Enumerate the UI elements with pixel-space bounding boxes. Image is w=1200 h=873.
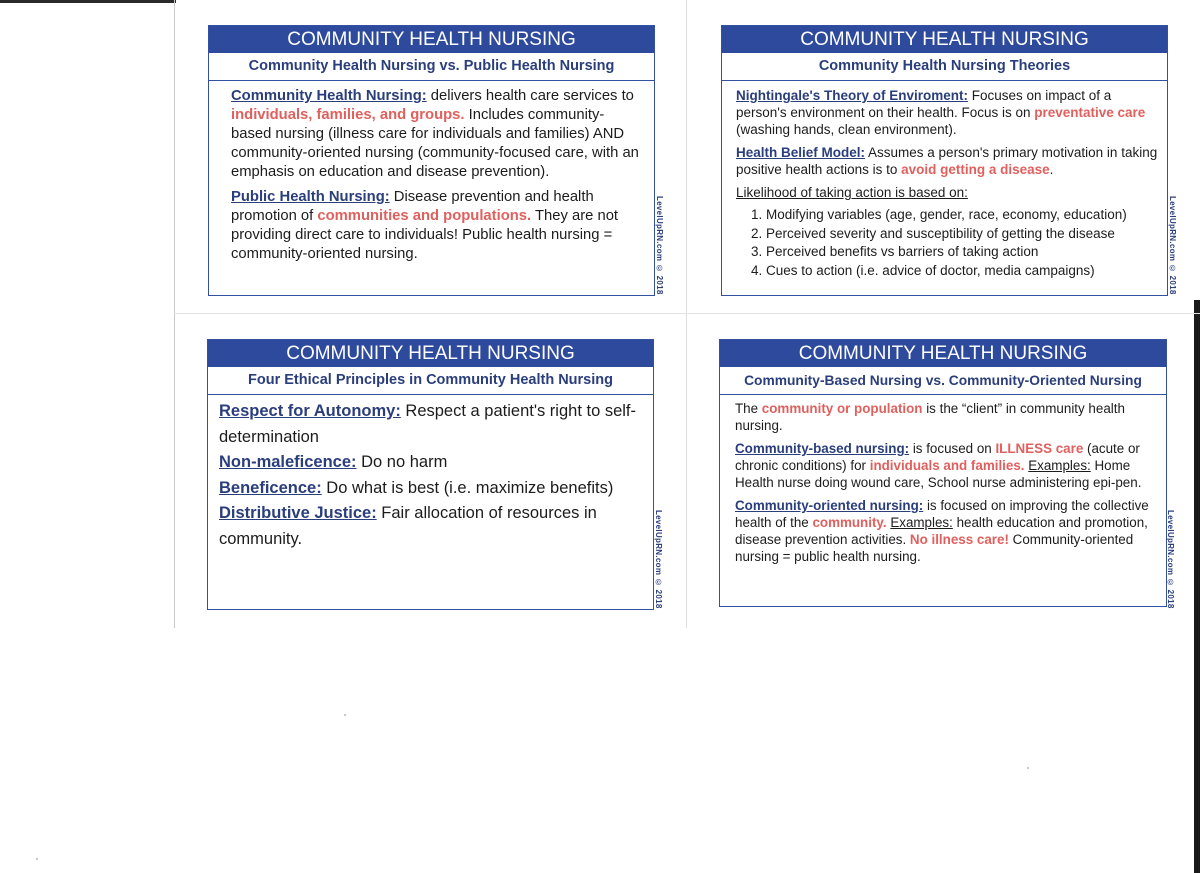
term: Community-based nursing: bbox=[735, 441, 910, 456]
term: Nightingale's Theory of Enviroment: bbox=[736, 88, 968, 103]
flashcard-ethical-principles bbox=[207, 339, 654, 610]
flashcard-theories bbox=[721, 25, 1168, 296]
text: (washing hands, clean environment). bbox=[736, 122, 957, 137]
text: Community-oriented nursing = public health nursing. bbox=[735, 532, 1134, 564]
examples-label: Examples: bbox=[890, 515, 953, 530]
scan-speck bbox=[344, 714, 346, 716]
text: Home Health nurse doing wound care, School nurse administering epi-pen. bbox=[735, 458, 1142, 490]
card-header: COMMUNITY HEALTH NURSING bbox=[722, 26, 1167, 53]
paragraph-public-health-nursing bbox=[231, 188, 644, 264]
scan-speck bbox=[1027, 767, 1029, 769]
paragraph-client bbox=[735, 400, 1158, 434]
card-subtitle: Community-Based Nursing vs. Community-Oriented Nursing bbox=[720, 367, 1166, 395]
list-item: 1. Modifying variables (age, gender, race, economy, education) bbox=[766, 206, 1159, 225]
highlight: preventative care bbox=[1034, 105, 1146, 120]
principle-distributive-justice bbox=[219, 501, 643, 552]
text: is focused on improving the collective health of the bbox=[735, 498, 1149, 530]
term: Respect for Autonomy: bbox=[219, 402, 401, 420]
card-header: COMMUNITY HEALTH NURSING bbox=[209, 26, 654, 53]
term: Distributive Justice: bbox=[219, 504, 377, 522]
card-subtitle: Four Ethical Principles in Community Health Nursing bbox=[208, 367, 653, 395]
highlight: ILLNESS care bbox=[995, 441, 1084, 456]
text: health education and promotion, disease prevention activities. bbox=[735, 515, 1148, 547]
fold-line-left bbox=[174, 0, 175, 628]
paragraph-community-based bbox=[735, 440, 1158, 491]
scan-speck bbox=[36, 858, 38, 860]
text: . bbox=[1049, 162, 1054, 177]
text: is the “client” in community health nursing. bbox=[735, 401, 1125, 433]
highlight: No illness care! bbox=[909, 532, 1009, 547]
text: Do no harm bbox=[356, 453, 448, 471]
card-header: COMMUNITY HEALTH NURSING bbox=[208, 340, 653, 367]
watermark: LevelUpRN.com © 2018 bbox=[655, 196, 664, 295]
principle-non-maleficence bbox=[219, 450, 643, 476]
scan-edge-right bbox=[1194, 300, 1200, 873]
term: Public Health Nursing: bbox=[231, 189, 390, 205]
list-item: 3. Perceived benefits vs barriers of taking action bbox=[766, 243, 1159, 262]
list-item: 2. Perceived severity and susceptibility of getting the disease bbox=[766, 225, 1159, 244]
list-item: 4. Cues to action (i.e. advice of doctor, media campaigns) bbox=[766, 262, 1159, 281]
examples-label: Examples: bbox=[1028, 458, 1091, 473]
fold-line-horizontal bbox=[174, 313, 1200, 314]
card-body bbox=[722, 81, 1167, 284]
text: is focused on bbox=[909, 441, 996, 456]
card-body bbox=[208, 395, 653, 556]
text: Do what is best (i.e. maximize benefits) bbox=[321, 478, 614, 497]
text: Disease prevention and health promotion of bbox=[231, 189, 594, 224]
text: They are not providing direct care to individuals! Public health nursing = community-oriented nursing. bbox=[231, 208, 619, 262]
highlight: avoid getting a disease bbox=[901, 162, 1050, 177]
term: Health Belief Model: bbox=[736, 145, 866, 160]
flashcard-based-vs-oriented bbox=[719, 339, 1167, 607]
card-body bbox=[720, 395, 1166, 575]
term: Community-oriented nursing: bbox=[735, 498, 924, 513]
text: delivers health care services to bbox=[426, 88, 634, 104]
card-body bbox=[209, 81, 654, 274]
principle-autonomy bbox=[219, 399, 643, 450]
highlight: community or population bbox=[761, 401, 923, 416]
text: Fair allocation of resources in community. bbox=[219, 504, 597, 548]
card-subtitle: Community Health Nursing Theories bbox=[722, 53, 1167, 81]
fold-line-middle bbox=[686, 0, 687, 628]
text: (acute or chronic conditions) for bbox=[735, 441, 1140, 473]
card-subtitle: Community Health Nursing vs. Public Health Nursing bbox=[209, 53, 654, 81]
watermark: LevelUpRN.com © 2018 bbox=[1168, 196, 1177, 295]
watermark: LevelUpRN.com © 2018 bbox=[1166, 510, 1175, 609]
term: Beneficence: bbox=[219, 478, 322, 497]
text: Includes community-based nursing (illness care for individuals and families) AND community-oriented nursing (community-focused care, with an emphasis on education and disease prevention). bbox=[231, 107, 639, 180]
highlight: individuals and families. bbox=[869, 458, 1025, 473]
paragraph-health-belief-model bbox=[736, 144, 1159, 178]
text: Respect a patient's right to self-determination bbox=[219, 402, 637, 446]
highlight: individuals, families, and groups. bbox=[231, 107, 465, 123]
text: Focuses on impact of a person's environment on their health. Focus is on bbox=[736, 88, 1112, 120]
principle-beneficence bbox=[219, 476, 643, 502]
text: The bbox=[735, 401, 762, 416]
likelihood-heading: Likelihood of taking action is based on: bbox=[736, 185, 968, 200]
paragraph-community-health-nursing bbox=[231, 87, 644, 182]
paragraph-community-oriented bbox=[735, 497, 1158, 565]
card-header: COMMUNITY HEALTH NURSING bbox=[720, 340, 1166, 367]
text: Assumes a person's primary motivation in taking positive health actions is to bbox=[736, 145, 1158, 177]
scan-edge-top bbox=[0, 0, 176, 3]
watermark: LevelUpRN.com © 2018 bbox=[654, 510, 663, 609]
term: Non-maleficence: bbox=[219, 453, 357, 471]
term: Community Health Nursing: bbox=[231, 88, 427, 104]
likelihood-list bbox=[736, 206, 1159, 280]
highlight: communities and populations. bbox=[317, 208, 532, 224]
flashcard-community-vs-public bbox=[208, 25, 655, 296]
highlight: community. bbox=[812, 515, 887, 530]
paragraph-nightingale bbox=[736, 87, 1159, 138]
